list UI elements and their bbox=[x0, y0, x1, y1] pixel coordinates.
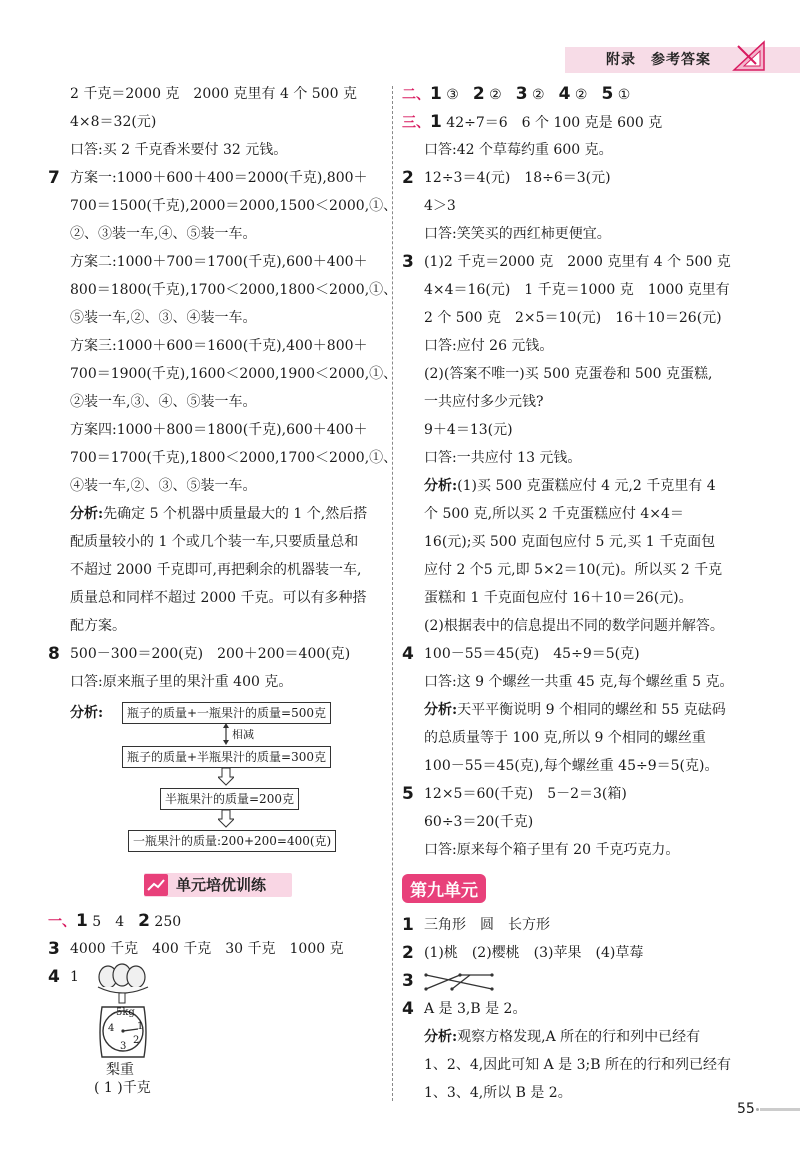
left-column bbox=[48, 80, 398, 1103]
question-number: 7 bbox=[48, 168, 60, 188]
question-number: 3 bbox=[402, 252, 414, 272]
text-line: 配质量较小的 1 个或几个装一车,只要质量总和 bbox=[70, 534, 359, 550]
text-line: 不超过 2000 千克即可,再把剩余的机器装一车, bbox=[70, 562, 362, 578]
chapter-badge: 第九单元 bbox=[402, 874, 486, 903]
subtract-label: 相减 bbox=[232, 728, 254, 741]
text-line: 700＝1500(千克),2000＝2000,1500＜2000,①、 bbox=[70, 198, 398, 214]
scale-caption: 梨重 bbox=[106, 1062, 134, 1078]
text-line: ②装一车,③、④、⑤装一车。 bbox=[70, 394, 257, 410]
text-line: (1)买 500 克蛋糕应付 4 元,2 千克里有 4 bbox=[457, 478, 716, 494]
question-7 bbox=[48, 164, 398, 640]
text-line: 12÷3＝4(元) 18÷6＝3(元) bbox=[424, 170, 611, 186]
text-line: 500－300＝200(克) 200＋200＝400(克) bbox=[70, 646, 351, 662]
section-prefix: 二、 bbox=[402, 87, 430, 103]
section-prefix: 三、 bbox=[402, 115, 430, 131]
text-line: 100－55＝45(克),每个螺丝重 45÷9＝5(克)。 bbox=[424, 758, 719, 774]
text-line: 方案四:1000＋800＝1800(千克),600＋400＋ bbox=[70, 422, 368, 438]
page-number: 55 bbox=[737, 1101, 755, 1117]
text-line: (1)2 千克＝2000 克 2000 克里有 4 个 500 克 bbox=[424, 254, 731, 270]
text-line: 个 500 克,所以买 2 千克蛋糕应付 4×4＝ bbox=[424, 506, 684, 522]
question-number: 2 bbox=[402, 168, 414, 188]
text-line: 口答:一共应付 13 元钱。 bbox=[424, 450, 582, 466]
scale-answer: ( 1 )千克 bbox=[94, 1080, 151, 1096]
flow-box-full-juice: 一瓶果汁的质量:200+200=400(克) bbox=[128, 830, 336, 852]
text-line: 4×8＝32(元) bbox=[70, 114, 157, 130]
answer-text: 250 bbox=[154, 914, 182, 930]
text-line: 60÷3＝20(千克) bbox=[424, 814, 534, 830]
text-line: 观察方格发现,A 所在的行和列中已经有 bbox=[457, 1029, 701, 1045]
question-number: 3 bbox=[48, 939, 60, 959]
unit-banner-title: 单元培优训练 bbox=[176, 876, 267, 894]
text-line: 1、2、4,因此可知 A 是 3;B 所在的行和列已经有 bbox=[424, 1057, 731, 1073]
text-line: 应付 2 个5 元,即 5×2＝10(元)。所以买 2 千克 bbox=[424, 562, 723, 578]
chart-icon bbox=[144, 874, 168, 896]
text-line: 800＝1800(千克),1700＜2000,1800＜2000,①、 bbox=[70, 282, 398, 298]
text-line: 口答:这 9 个螺丝一共重 45 克,每个螺丝重 5 克。 bbox=[424, 674, 734, 690]
unit-banner bbox=[48, 869, 383, 903]
flow-box-full-bottle: 瓶子的质量+一瓶果汁的质量=500克 bbox=[122, 702, 331, 724]
question-number: 8 bbox=[48, 644, 60, 664]
text-line: 口答:原来每个箱子里有 20 千克巧克力。 bbox=[424, 842, 680, 858]
question-number: 1 bbox=[430, 84, 442, 104]
answer-text: 三角形 圆 长方形 bbox=[424, 917, 550, 933]
text-line: ②、③装一车,④、⑤装一车。 bbox=[70, 226, 257, 242]
text-line: 口答:应付 26 元钱。 bbox=[424, 338, 554, 354]
answer-text: 4000 千克 400 千克 30 千克 1000 克 bbox=[70, 941, 344, 957]
down-arrow-icon bbox=[218, 768, 234, 786]
question-number: 4 bbox=[402, 999, 414, 1019]
text-line: 方案三:1000＋600＝1600(千克),400＋800＋ bbox=[70, 338, 368, 354]
text-line: 700＝1900(千克),1600＜2000,1900＜2000,①、 bbox=[70, 366, 398, 382]
answer-text: ① bbox=[617, 87, 631, 103]
ruler-triangle-icon bbox=[732, 40, 766, 72]
text-line: 42÷7＝6 6 个 100 克是 600 克 bbox=[446, 115, 663, 131]
text-line: 一共应付多少元钱? bbox=[424, 394, 544, 410]
text-line: (2)根据表中的信息提出不同的数学问题并解答。 bbox=[424, 618, 724, 634]
scale-tick-label: 1 bbox=[137, 1021, 144, 1032]
answer-text: A 是 3,B 是 2。 bbox=[424, 1001, 527, 1017]
section-prefix: 一、 bbox=[48, 914, 76, 930]
text-line: 方案二:1000＋700＝1700(千克),600＋400＋ bbox=[70, 254, 368, 270]
answer-text: 1 bbox=[70, 969, 79, 985]
down-arrow-icon bbox=[218, 810, 234, 828]
analysis-flowchart bbox=[48, 698, 383, 863]
text-line: 口答:笑笑买的西红柿更便宜。 bbox=[424, 226, 611, 242]
text-line: 16(元);买 500 克面包应付 5 元,买 1 千克面包 bbox=[424, 534, 716, 550]
text-line: 质量总和同样不超过 2000 千克。可以有多种搭 bbox=[70, 590, 367, 606]
analysis-label: 分析: bbox=[424, 1029, 458, 1045]
scale-tick-label: 4 bbox=[108, 1023, 115, 1034]
question-number: 1 bbox=[402, 915, 414, 935]
question-number: 4 bbox=[48, 967, 60, 987]
text-line: 4×4＝16(元) 1 千克＝1000 克 1000 克里有 bbox=[424, 282, 730, 298]
text-line: ④装一车,②、③、⑤装一车。 bbox=[70, 478, 257, 494]
scale-capacity-label: 5kg bbox=[116, 1007, 135, 1018]
question-number: 2 bbox=[138, 911, 150, 931]
text-line: 100－55＝45(克) 45÷9＝5(克) bbox=[424, 646, 640, 662]
answer-text: (1)桃 (2)樱桃 (3)苹果 (4)草莓 bbox=[424, 945, 644, 961]
question-number: 2 bbox=[402, 943, 414, 963]
question-8 bbox=[48, 640, 383, 863]
double-arrow-icon bbox=[222, 723, 230, 745]
question-number: 1 bbox=[76, 911, 88, 931]
answer-text: ③ bbox=[446, 87, 459, 103]
analysis-label: 分析: bbox=[70, 506, 104, 522]
text-line: 先确定 5 个机器中质量最大的 1 个,然后搭 bbox=[103, 506, 368, 522]
analysis-label: 分析: bbox=[70, 705, 104, 721]
analysis-label: 分析: bbox=[424, 702, 458, 718]
text-line: 1、3、4,所以 B 是 2。 bbox=[424, 1085, 572, 1101]
text-line: 方案一:1000＋600＋400＝2000(千克),800＋ bbox=[70, 170, 368, 186]
answer-text: ② bbox=[532, 87, 545, 103]
text-line: 口答:42 个草莓约重 600 克。 bbox=[424, 142, 613, 158]
text-line: 的总质量等于 100 克,所以 9 个相同的螺丝重 bbox=[424, 730, 706, 746]
text-line: 配方案。 bbox=[70, 618, 126, 634]
analysis-label: 分析: bbox=[424, 478, 458, 494]
question-number: 2 bbox=[472, 84, 485, 104]
matching-lines-diagram bbox=[424, 971, 496, 993]
text-line: 9＋4＝13(元) bbox=[424, 422, 513, 438]
flow-box-half-juice: 半瓶果汁的质量=200克 bbox=[160, 788, 299, 810]
answer-text: 5 4 bbox=[92, 914, 125, 930]
scale-tick-label: 3 bbox=[120, 1041, 127, 1052]
question-number: 3 bbox=[515, 84, 528, 104]
section-2-answers bbox=[402, 80, 747, 108]
text-line: ⑤装一车,②、③、④装一车。 bbox=[70, 310, 257, 326]
text-line: 4＞3 bbox=[424, 198, 456, 214]
scale-tick-label: 2 bbox=[133, 1035, 140, 1046]
flow-box-half-bottle: 瓶子的质量+半瓶果汁的质量=300克 bbox=[122, 746, 331, 768]
answer-text: ② bbox=[489, 87, 502, 103]
question-number: 4 bbox=[558, 84, 571, 104]
answer-text: ② bbox=[574, 87, 588, 103]
text-line: 12×5＝60(千克) 5－2＝3(箱) bbox=[424, 786, 627, 802]
question-number: 4 bbox=[402, 644, 414, 664]
text-line: 口答:原来瓶子里的果汁重 400 克。 bbox=[70, 674, 293, 690]
text-line: 2 千克＝2000 克 2000 克里有 4 个 500 克 bbox=[70, 86, 357, 102]
header-title: 附录 参考答案 bbox=[606, 52, 711, 68]
question-number: 5 bbox=[402, 784, 414, 804]
question-number: 5 bbox=[601, 84, 614, 104]
text-line: 2 个 500 克 2×5＝10(元) 16＋10＝26(元) bbox=[424, 310, 722, 326]
page-dot bbox=[756, 1108, 759, 1111]
right-column bbox=[402, 80, 747, 1107]
text-line: 蛋糕和 1 千克面包应付 16＋10＝26(元)。 bbox=[424, 590, 693, 606]
text-line: 700＝1700(千克),1800＜2000,1700＜2000,①、 bbox=[70, 450, 398, 466]
question-number: 3 bbox=[402, 971, 414, 991]
text-line: (2)(答案不唯一)买 500 克蛋卷和 500 克蛋糕, bbox=[424, 366, 713, 382]
text-line: 口答:买 2 千克香米要付 32 元钱。 bbox=[70, 142, 288, 158]
question-number: 1 bbox=[430, 112, 442, 132]
page-bar bbox=[760, 1108, 800, 1111]
column-divider bbox=[392, 86, 393, 1101]
text-line: 天平平衡说明 9 个相同的螺丝和 55 克砝码 bbox=[457, 702, 726, 718]
